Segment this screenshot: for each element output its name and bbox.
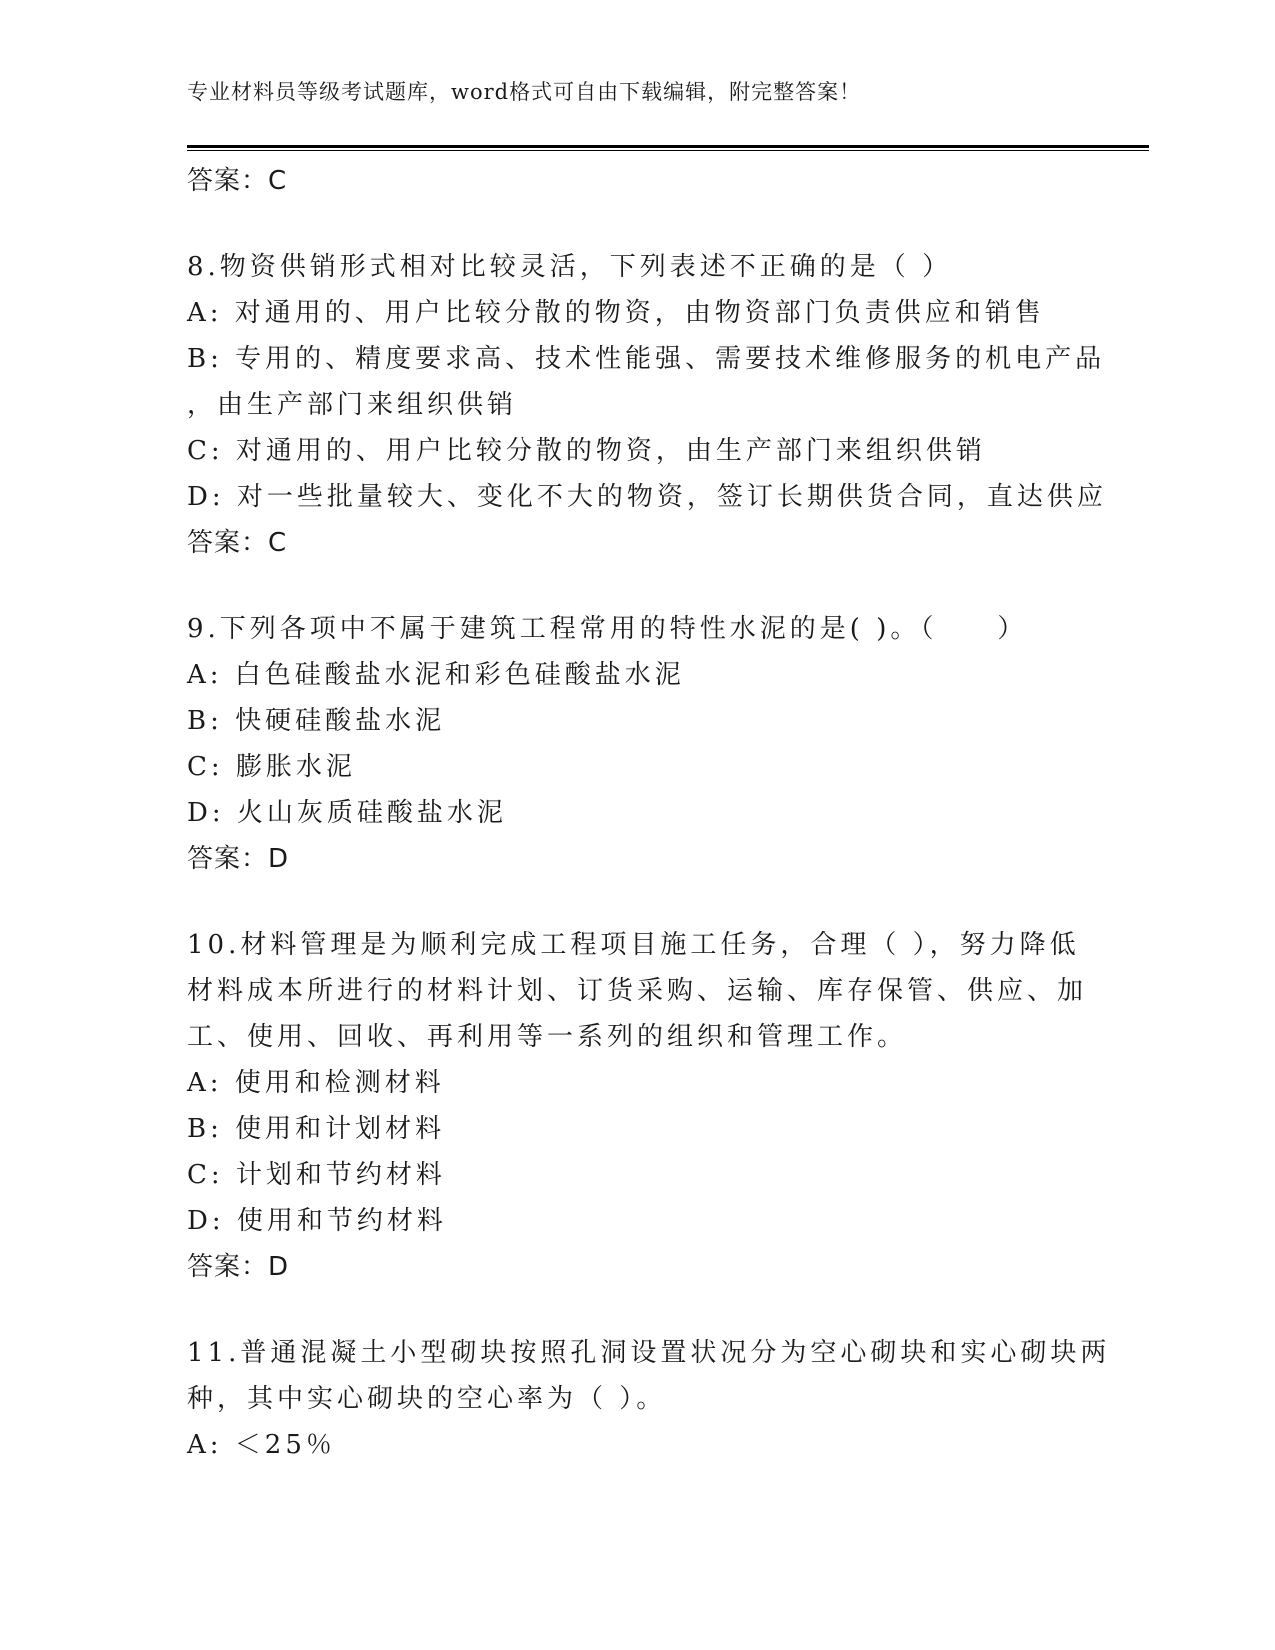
option-d: D: 对一些批量较大、变化不大的物资，签订长期供货合同，直达供应 bbox=[187, 482, 1107, 512]
option-a: A: 对通用的、用户比较分散的物资，由物资部门负责供应和销售 bbox=[187, 298, 1045, 328]
spacer bbox=[187, 882, 1087, 922]
question-stem: 11.普通混凝土小型砌块按照孔洞设置状况分为空心砌块和实心砌块两 bbox=[187, 1338, 1111, 1368]
question-stem-continued: 种，其中实心砌块的空心率为（ ）。 bbox=[187, 1384, 667, 1414]
question-stem: 10.材料管理是为顺利完成工程项目施工任务，合理（ ），努力降低 bbox=[187, 930, 1080, 960]
option-b-continued: ，由生产部门来组织供销 bbox=[187, 390, 518, 420]
question-stem: 9.下列各项中不属于建筑工程常用的特性水泥的是( )。（ ） bbox=[187, 614, 1028, 644]
answer: 答案：D bbox=[187, 844, 290, 874]
option-c: C: 对通用的、用户比较分散的物资，由生产部门来组织供销 bbox=[187, 436, 986, 466]
option-c: C: 计划和节约材料 bbox=[187, 1160, 446, 1190]
question-content bbox=[187, 158, 1111, 1468]
spacer bbox=[187, 1290, 1087, 1330]
spacer bbox=[187, 204, 1087, 244]
option-c: C: 膨胀水泥 bbox=[187, 752, 356, 782]
question-10 bbox=[187, 922, 1087, 1290]
question-11 bbox=[187, 1330, 1111, 1468]
header-rule-thin bbox=[187, 150, 1149, 151]
question-9 bbox=[187, 606, 1087, 882]
option-a: A: 使用和检测材料 bbox=[187, 1068, 445, 1098]
option-d: D: 火山灰质硅酸盐水泥 bbox=[187, 798, 507, 828]
page-header: 专业材料员等级考试题库，word格式可自由下载编辑，附完整答案！ bbox=[187, 80, 862, 104]
question-stem-continued: 材料成本所进行的材料计划、订货采购、运输、库存保管、供应、加 bbox=[187, 976, 1088, 1006]
answer-previous: 答案：C bbox=[187, 166, 288, 196]
header-rule-thick bbox=[187, 145, 1149, 148]
question-stem: 8.物资供销形式相对比较灵活，下列表述不正确的是（ ） bbox=[187, 252, 953, 282]
answer: 答案：C bbox=[187, 528, 288, 558]
spacer bbox=[187, 566, 1087, 606]
option-b: B: 快硬硅酸盐水泥 bbox=[187, 706, 446, 736]
question-8 bbox=[187, 244, 1107, 566]
answer: 答案：D bbox=[187, 1252, 290, 1282]
option-a: A: 白色硅酸盐水泥和彩色硅酸盐水泥 bbox=[187, 660, 685, 690]
question-stem-continued: 工、使用、回收、再利用等一系列的组织和管理工作。 bbox=[187, 1022, 908, 1052]
option-a: A: ＜25％ bbox=[187, 1430, 336, 1460]
option-b: B: 使用和计划材料 bbox=[187, 1114, 446, 1144]
option-b: B: 专用的、精度要求高、技术性能强、需要技术维修服务的机电产品 bbox=[187, 344, 1106, 374]
option-d: D: 使用和节约材料 bbox=[187, 1206, 447, 1236]
